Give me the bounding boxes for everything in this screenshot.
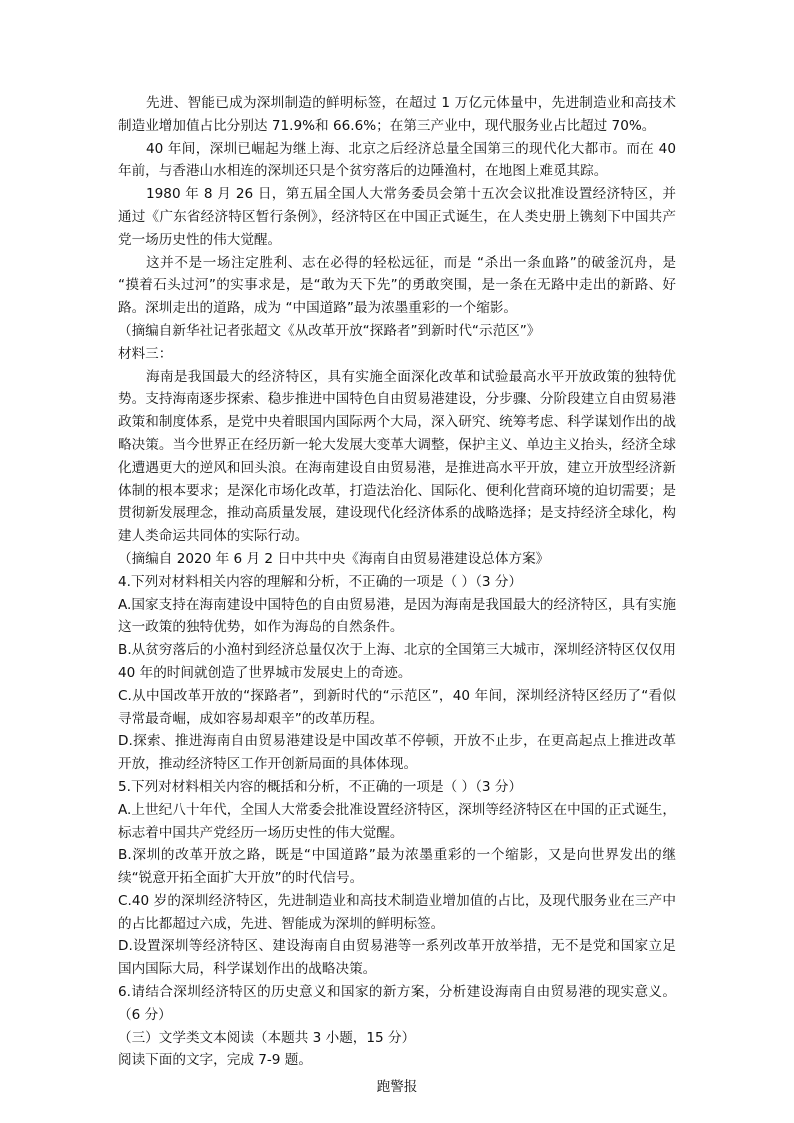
question-5-option-a: A.上世纪八十年代，全国人大常委会批准设置经济特区，深圳等经济特区在中国的正式诞生，标志着中国共产党经历一场历史性的伟大觉醒。 [118, 801, 676, 841]
passage-title: 跑警报 [376, 1079, 418, 1096]
material2-paragraph-4: 这并不是一场注定胜利、志在必得的轻松远征，而是 “杀出一条血路”的破釜沉舟，是 “摸着石头过河”的实事求是，是“敢为天下先”的勇敢突围，是一条在无路中走出的新路、好路。深圳走出的道路，成为 “中国道路”最为浓墨重彩的一个缩影。 [118, 254, 676, 317]
question-6-stem: 6.请结合深圳经济特区的历史意义和国家的新方案，分析建设海南自由贸易港的现实意义。（6 分） [118, 984, 676, 1023]
material2-source: （摘编自新华社记者张超文《从改革开放“探路者”到新时代“示范区”》 [118, 322, 541, 339]
question-4-option-b: B.从贫穷落后的小渔村到经济总量仅次于上海、北京的全国第三大城市，深圳经济特区仅仅用 40 年的时间就创造了世界城市发展史上的奇迹。 [118, 642, 676, 681]
question-5-option-b: B.深圳的改革开放之路，既是“中国道路”最为浓墨重彩的一个缩影，又是向世界发出的继续“锐意开拓全面扩大开放”的时代信号。 [118, 847, 676, 887]
material2-paragraph-1: 先进、智能已成为深圳制造的鲜明标签，在超过 1 万亿元体量中，先进制造业和高技术制造业增加值占比分别达 71.9%和 66.6%；在第三产业中，现代服务业占比超过 70%。 [118, 95, 676, 134]
question-4-stem: 4.下列对材料相关内容的理解和分析，不正确的一项是（ ）（3 分） [118, 573, 523, 590]
question-5-stem: 5.下列对材料相关内容的概括和分析，不正确的一项是（ ）（3 分） [118, 778, 523, 795]
document-page [118, 92, 676, 1099]
section-3-heading: （三）文学类文本阅读（本题共 3 小题，15 分） [118, 1029, 416, 1046]
question-4-option-c: C.从中国改革开放的“探路者”，到新时代的“示范区”，40 年间，深圳经济特区经历了“看似寻常最奇崛，成如容易却艰辛”的改革历程。 [118, 687, 676, 727]
material3-label: 材料三： [118, 345, 173, 362]
material3-source: （摘编自 2020 年 6 月 2 日中共中央《海南自由贸易港建设总体方案》 [118, 550, 550, 567]
material2-paragraph-2: 40 年间，深圳已崛起为继上海、北京之后经济总量全国第三的现代化大都市。而在 40 年前，与香港山水相连的深圳还只是个贫穷落后的边陲渔村，在地图上难觅其踪。 [118, 140, 676, 180]
material3-paragraph: 海南是我国最大的经济特区，具有实施全面深化改革和试验最高水平开放政策的独特优势。支持海南逐步探索、稳步推进中国特色自由贸易港建设，分步骤、分阶段建立自由贸易港政策和制度体系，是党中央着眼国内国际两个大局，深入研究、统筹考虑、科学谋划作出的战略决策。当今世界正在经历新一轮大发展大变革大调整，保护主义、单边主义抬头，经济全球化遭遇更大的逆风和回头浪。在海南建设自由贸易港，是推进高水平开放，建立开放型经济新体制的根本要求；是深化市场化改革，打造法治化、国际化、便利化营商环境的迫切需要；是贯彻新发展理念，推动高质量发展，建设现代化经济体系的战略选择；是支持经济全球化，构建人类命运共同体的实际行动。 [118, 368, 676, 545]
question-5-option-d: D.设置深圳等经济特区、建设海南自由贸易港等一系列改革开放举措，无不是党和国家立足国内国际大局，科学谋划作出的战略决策。 [118, 938, 676, 978]
question-5-option-c: C.40 岁的深圳经济特区，先进制造业和高技术制造业增加值的占比，及现代服务业在三产中的占比都超过六成，先进、智能成为深圳的鲜明标签。 [118, 892, 676, 932]
question-4-option-a: A.国家支持在海南建设中国特色的自由贸易港，是因为海南是我国最大的经济特区，具有实施这一政策的独特优势，如作为海岛的自然条件。 [118, 596, 676, 636]
section-3-instruction: 阅读下面的文字，完成 7-9 题。 [118, 1052, 312, 1069]
material2-paragraph-3: 1980 年 8 月 26 日，第五届全国人大常务委员会第十五次会议批准设置经济特区，并通过《广东省经济特区暂行条例》，经济特区在中国正式诞生，在人类史册上镌刻下中国共产党一场历史性的伟大觉醒。 [118, 186, 676, 248]
question-4-option-d: D.探索、推进海南自由贸易港建设是中国改革不停顿，开放不止步，在更高起点上推进改革开放，推动经济特区工作开创新局面的具体体现。 [118, 733, 676, 773]
